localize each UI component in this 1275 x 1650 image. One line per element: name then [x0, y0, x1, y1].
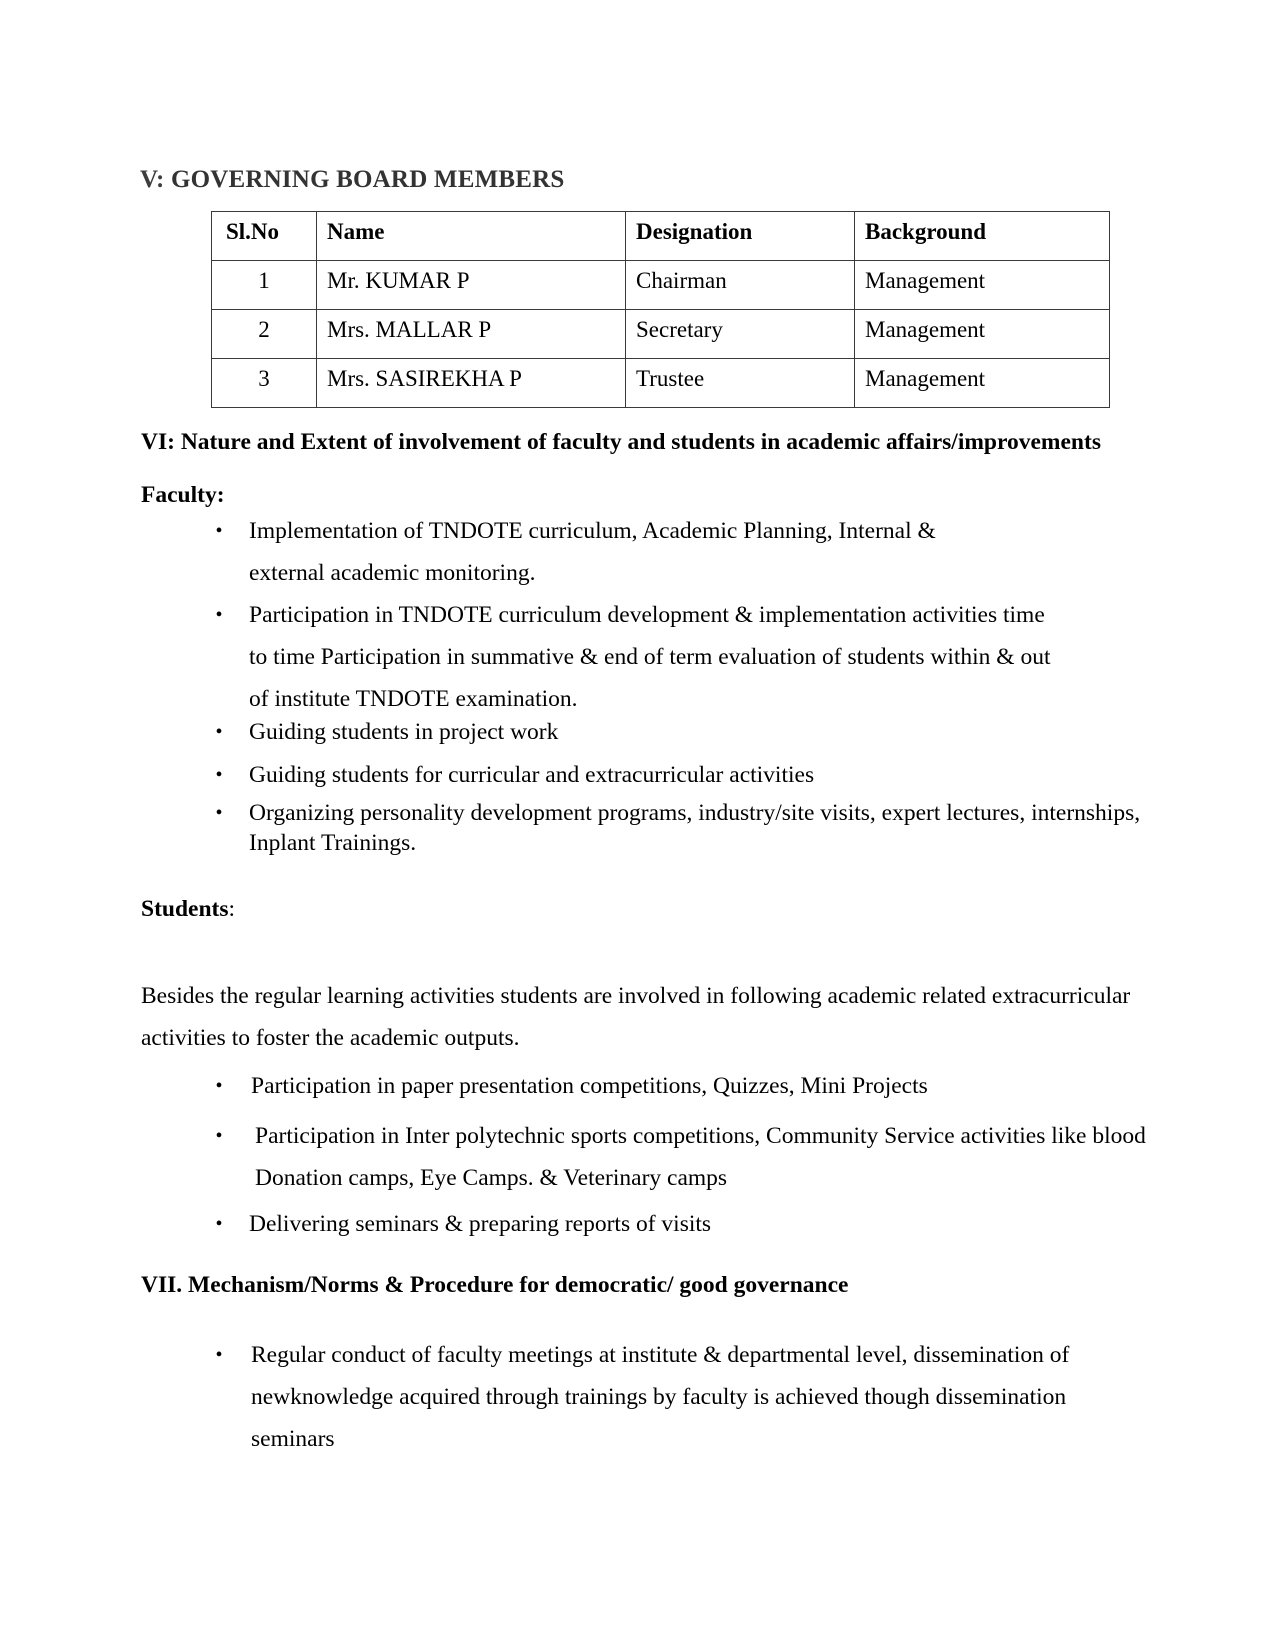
list-item-label: Organizing personality development programs, industry/site visits, expert lectures, internships, Inplant Trainings.	[249, 800, 1141, 856]
section-vi-heading: VI: Nature and Extent of involvement of faculty and students in academic affairs/improvements	[141, 429, 1101, 455]
cell-designation: Trustee	[626, 359, 855, 408]
bullet-icon: •	[215, 1344, 223, 1366]
column-header-slno: Sl.No	[212, 212, 317, 261]
table-row	[212, 359, 1110, 408]
bullet-icon: •	[215, 1075, 223, 1097]
list-item	[211, 754, 1001, 796]
cell-background: Management	[855, 310, 1110, 359]
section-v-number: V:	[140, 166, 165, 193]
list-item-label: Participation in TNDOTE curriculum development & implementation activities time to time Participation in summative & end of term evaluation of students within & out of institute TNDOTE examination.	[249, 602, 1051, 712]
column-header-name: Name	[317, 212, 626, 261]
bullet-icon: •	[215, 520, 223, 542]
cell-background: Management	[855, 359, 1110, 408]
list-item	[211, 594, 1061, 720]
bullet-icon: •	[215, 802, 223, 824]
bullet-icon: •	[215, 604, 223, 626]
cell-background: Management	[855, 261, 1110, 310]
governing-board-members-table	[211, 211, 1110, 408]
list-item	[211, 510, 1001, 594]
table-row	[212, 310, 1110, 359]
bullet-icon: •	[215, 1213, 223, 1235]
list-item	[211, 798, 1146, 858]
cell-name: Mrs. SASIREKHA P	[317, 359, 626, 408]
bullet-icon: •	[215, 1125, 223, 1147]
section-v-title: GOVERNING BOARD MEMBERS	[170, 166, 565, 193]
column-header-background: Background	[855, 212, 1110, 261]
list-item-label: Implementation of TNDOTE curriculum, Academic Planning, Internal & external academic monitoring.	[249, 518, 936, 586]
cell-name: Mrs. MALLAR P	[317, 310, 626, 359]
section-vii-heading: VII. Mechanism/Norms & Procedure for democratic/ good governance	[141, 1272, 849, 1298]
table-row	[212, 261, 1110, 310]
list-item-label: Guiding students for curricular and extracurricular activities	[249, 762, 815, 788]
bullet-icon: •	[215, 764, 223, 786]
list-item	[211, 1065, 1001, 1107]
column-header-designation: Designation	[626, 212, 855, 261]
bullet-icon: •	[215, 721, 223, 743]
list-item	[211, 1334, 1091, 1460]
list-item	[211, 1115, 1161, 1199]
list-item-label: Regular conduct of faculty meetings at institute & departmental level, dissemination of newknowledge acquired through trainings by faculty is achieved though dissemination seminars	[251, 1342, 1070, 1452]
students-label	[141, 896, 235, 923]
cell-slno: 3	[212, 359, 317, 408]
cell-designation: Secretary	[626, 310, 855, 359]
students-label-text: Students	[141, 896, 229, 922]
students-intro-paragraph: Besides the regular learning activities students are involved in following academic related extracurricular activities to foster the academic outputs.	[141, 983, 1131, 1051]
list-item-label: Guiding students in project work	[249, 719, 559, 745]
list-item-label: Participation in paper presentation competitions, Quizzes, Mini Projects	[251, 1073, 928, 1099]
students-label-colon: :	[228, 896, 236, 922]
cell-name: Mr. KUMAR P	[317, 261, 626, 310]
cell-slno: 2	[212, 310, 317, 359]
cell-slno: 1	[212, 261, 317, 310]
list-item-label: Delivering seminars & preparing reports of visits	[249, 1211, 712, 1237]
table-header-row	[212, 212, 1110, 261]
faculty-label: Faculty:	[141, 482, 225, 508]
list-item	[211, 711, 1001, 753]
cell-designation: Chairman	[626, 261, 855, 310]
list-item	[211, 1203, 1001, 1245]
section-v-heading	[140, 166, 564, 194]
list-item-label: Participation in Inter polytechnic sports competitions, Community Service activities like blood Donation camps, Eye Camps. & Veterinary camps	[255, 1123, 1146, 1191]
